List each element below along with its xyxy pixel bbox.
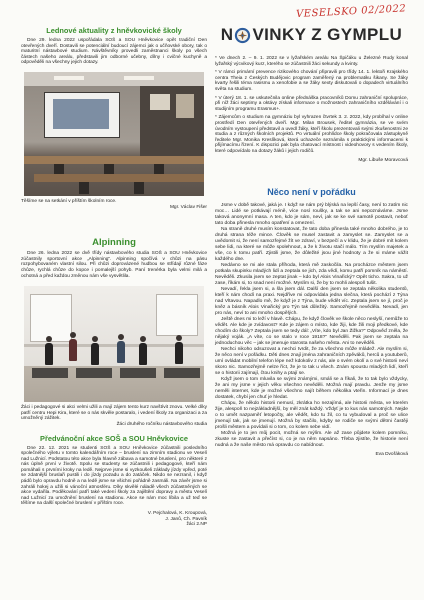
treadmill: [164, 368, 200, 378]
news-item: * Zájemcům o studium na gymnáziu byl vyhrazen čtvrtek 3. 2. 2022, kdy probíhal v online prostředí Den otevřených dveří. Mgr. Milan Brousek, ředitel gymnázia, se ve svém úvodním vystoupení představil a uvedl žáky, kteří školu prezentovali svými zkušenostmi ze studia a z různých školních projektů. Po virtuální prohlídce školy pokračovala zástupkyně ředitele Mgr. Monika Kreslíková, která uchazeče seznámila s praktickými informacemi k přijímacímu řízení. K dispozici pak byla chatovací místnost i videohovory s vedením školy, které odpovídalo na dotazy žáků i jejich rodičů.: [215, 115, 408, 154]
article-paragraph: Jsme v době takové, jaká je. I když se nám prý blýská na lepší časy, není to zatím nic moc… Lidé se potkávají méně, více nosí roušky, a tak se ani nepoznáváme. Jsme taková anonymní masa. A ten, kdo je sám, neví, jak se ke své samotě postavit, neboť tato doba přinesla mnoho opatření a omezení.: [215, 203, 408, 227]
article-paragraph: Nedávno se mi ale stala příhoda, která mě zaskočila. Na procházce městem jsem potkala skupinku mladých lidí a zeptala se jich, zda vědí, komu patří pomník na náměstí. Nevěděli. Zkusila jsem se zeptat jinak – kdo byl Alois Vinařický? Opět ticho. Sakra, to už zase, říkám si, to snad není možné. Myslím si, že by to mohli alespoň tušit.: [215, 263, 408, 287]
wall-poster: [176, 94, 194, 118]
classroom-table: [24, 156, 204, 164]
article-paragraph: Nevadí, řekla jsem si, a šla jsem dál. Další den jsem se zeptala několika studentů, kteří k nám chodí na praxi. Nejdříve mi odpovídala jedna slečna, která pochází z Týna nad Vltavou. Napadlo mě, že když je z Týna, bude vědět víc. Zeptala jsem se jí, proč je kněz a básník Alois Vinařický pro Týn tak důležitý. Samozřejmě nevěděla. Nevadí, jen pro nás, neví to ani mnoho dospělých.: [215, 287, 408, 317]
projected-slide: [53, 99, 109, 129]
ceiling-light: [54, 76, 84, 80]
news-author: Mgr. Libuše Moravcová: [358, 157, 408, 163]
article-title-alpinning: Alpinning: [92, 237, 136, 249]
article-paragraph: Když jsem o tom mluvila se svými známými, smáli se a říkali, že to tak bylo vždycky, že ani my jsme v jejich věku všechno nevěděli. Možná mají pravdu. Jenže my jsme neměli internet, kde je možné všechno najít během několika vteřin. Informací je dnes dostatek, chybí jen chuť je hledat.: [215, 377, 408, 401]
article-title-january-news: Lednové aktuality z hněvkovické školy: [46, 26, 182, 35]
person-figure: [68, 332, 78, 368]
chair: [54, 164, 64, 174]
chair: [79, 182, 89, 194]
article-body: Dne 29. ledna 2022 uspořádala SOŠ a SOU Hněvkovice opět tradiční Den otevřených dveří. Dostavili se potenciální budoucí zájemci jak o učňovské obory, tak o maturitní nástavbové studium. Návštěvníky provedli zaměstnanci školy po všech částech našeho areálu, představili jim odborné učebny, dílny i cvičné kuchyně a odpověděli na všechny jejich dotazy.: [21, 38, 207, 66]
news-item: * V úterý 18. 1. se uskutečnila online přednáška pracovníků Domu zahraniční spolupráce, při níž žáci septimy a oktávy získali informace o možnostech zahraničního vzdělávání i o studijním programu Erasmus+.: [215, 95, 408, 112]
article-author: Eva Dvořáková: [375, 452, 408, 458]
gym-window: [30, 294, 72, 342]
article-author-line: J. Janů, Ch. Pavník: [165, 516, 207, 522]
classroom-table: [34, 174, 204, 182]
article-paragraph: Chápu, že někdo historii nemusí, zkrátka ho nezajímá, ale historii města, ve kterém žije, alespoň to nejzákladnější, by měl znát každý. Vždyť je to kus nás samotných. Nejde o to umět nazpaměť letopočty, ale vědět, kdo tu žil, co tu vybudoval a proč se ulice jmenují tak, jak se jmenují. Možná by stačilo, kdyby se rodiče se svými dětmi častěji prošli městem a povídali si o tom, co kolem sebe vidí.: [215, 401, 408, 431]
person-figure: [44, 336, 54, 368]
chair: [134, 182, 144, 194]
treadmill: [120, 368, 156, 378]
article-body: Dne 22. 12. 2021 se studenti SOŠ a SOU Hněvkovice zúčastnili posledního společného výletu v tomto kalendářním roce – bruslení na zimním stadionu ve Veselí nad Lužnicí. Podstatou této akce byla hlavně zábava a samotné bruslení, pro některé z nás úplně první v životě. Spolu se studenty se zúčastnili i pedagogové, kteří nám pomáhali s prvními kroky na ledě. Nejprve jsme si vyzkoušeli základy jízdy vpřed, poté se zdatnější bruslaři pustili i do jízdy pozadu a do zatáček. Nikdo se nezranil, i když pádů bylo opravdu hodně a na ledě jsme se všichni pořádně zasmáli. Na závěr jsme si zahráli hokej a užili si vánoční atmosféru. Díky skvělé náladě všech zúčastněných se akce vydařila. Poděkování patří také vedení školy za zajištění dopravy a městu Veselí nad Lužnicí za umožnění bruslení na stadionu. Akce se nám moc líbila a už teď se těšíme na další společné bruslení v příštím roce.: [21, 445, 207, 507]
gymnasium-news-masthead: [215, 22, 408, 48]
article-paragraph: Možná je to jen můj pocit, možná se mýlím. Ale až zase půjdete kolem pomníku, zkuste se zastavit a přečíst si, co je na něm napsáno. Třeba zjistíte, že historie není nudná a že naše město má opravdu co nabídnout.: [215, 431, 408, 449]
article-author: Mgr. Václav Fišer: [169, 204, 207, 210]
article-title-something-wrong: Něco není v pořádku: [267, 187, 356, 198]
article-author: Žáci druhého ročníku nástavbového studia: [116, 421, 207, 427]
person-figure: [138, 336, 148, 368]
handwritten-issue-note: VESELSKO 02/2022: [295, 3, 407, 21]
article-title-christmas-event: Předvánoční akce SOŠ a SOU Hněvkovice: [40, 433, 188, 443]
news-item: * V rámci primární prevence rizikového chování připravili pro třídy 14. 1. lektoři Krajského centra Theia z Českých Budějovic program zaměřený na problematiku šikany. Se žáky kvarty řešili téma rasismu a xenofobie a se žáky sexty diskutovali o dopadech virtuálního světa na studium.: [215, 70, 408, 92]
person-figure: [90, 336, 100, 368]
article-paragraph: Na straně druhé musím konstatovat, že tato doba přinesla také mnoho dobrého, je to druhá strana téže mince. Člověk se musel zastavit a zamyslet se. Zamyslet se a uvědomit si, že není samozřejmé žít ve zdraví, v bezpečí a v klidu, že je dobré mít kolem sebe lidi, na které se může spolehnout, a že k životu stačí málo. Tím myslím majetek a vše, co k tomu patří. Zjistili jsme, že důležité jsou jiné hodnoty a že si máme vážit každého dne.: [215, 227, 408, 263]
left-column: [21, 0, 207, 528]
treadmill: [32, 368, 68, 378]
person-figure: [116, 334, 126, 368]
projection-screen: [44, 92, 120, 138]
article-paragraph: Nechci nikoho odsuzovat a nechci tvrdit, že za všechno může mládež. Ale myslím si, že něco není v pořádku. Děti dnes znají jména zahraničních zpěváků, herců a youtuberů, umí ovládat mobilní telefon lépe než kdokoliv z nás, ale o svém okolí a o své historii neví skoro nic. Samozřejmě nelze říct, že je to tak u všech. Znám spoustu mladých lidí, kteří se o historii zajímají, čtou knihy a ptají se.: [215, 347, 408, 377]
article-author-line: V. Pejchalová, K. Kroupová,: [147, 511, 207, 517]
chair: [104, 164, 114, 174]
treadmill: [76, 368, 112, 378]
gym-window: [156, 294, 198, 336]
masthead-text-end: VINKY Z GYMPLU: [252, 25, 403, 44]
article-paragraph: Ještě dnes mi to leží v hlavě. Chápu, že když člověk ve škole něco neslyší, nemůže to vědět. Ale kde je zvídavost? Kde je zájem o místo, kde žiji, kde žili moji předkové, kde chodím do školy? Zeptala jsem se tedy dál: „Víte, kdo byl Jan Žižka?“ Odpověď zněla, že nějaký voják. „A víte, co se stalo v roce 1918?“ Nevěděli. Pak jsem se zeptala na jednoduchou věc – jak se jmenuje starosta našeho města. Ani to nevěděli.: [215, 317, 408, 347]
right-column: [215, 0, 408, 458]
news-item: * Ve dnech 2. – 9. 1. 2022 se v lyžařském areálu Na Špičáku u Železné Rudy konal lyžařský výcvikový kurz, kterého se zúčastnili žáci sekundy a kvinty.: [215, 56, 408, 67]
school-emblem-icon: [234, 27, 251, 44]
photo-caption: Žáci i pedagogové si akci velmi užili a mají zájem tento kurz navštívit znovu. Velké díky patří centru Hepi Kira, které se o nás skvěle postaralo, i vedení školy za organizaci a za umožněný zážitek.: [21, 405, 207, 422]
wall-poster: [150, 94, 170, 110]
masthead-text-start: N: [220, 25, 234, 44]
gym-photo: [24, 286, 204, 402]
article-author-line: žáci 2.NP: [186, 522, 207, 528]
person-figure: [174, 335, 184, 368]
classroom-photo: [24, 72, 204, 196]
chair: [154, 164, 164, 174]
article-body: Dne 26. ledna 2022 se dvě třídy nástavbového studia SOŠ a SOU Hněvkovice zúčastnily sportovní akce „Alpinning“. Alpinning spočívá v chůzi na pásu rozpohybovaném vlastní silou. Při chůzi doprovázené hudbou se střídají různé fáze chůze, rychlá chůze do kopce i pomalejší pohyb. Paní trenérka byla velmi milá a ochotná a před každou změnou nám vše vysvětlila.: [21, 251, 207, 279]
ceiling-light: [124, 76, 154, 80]
opinion-article-body: [215, 203, 408, 449]
photo-caption: Těšíme se na setkání v příštím školním roce.: [21, 198, 117, 204]
